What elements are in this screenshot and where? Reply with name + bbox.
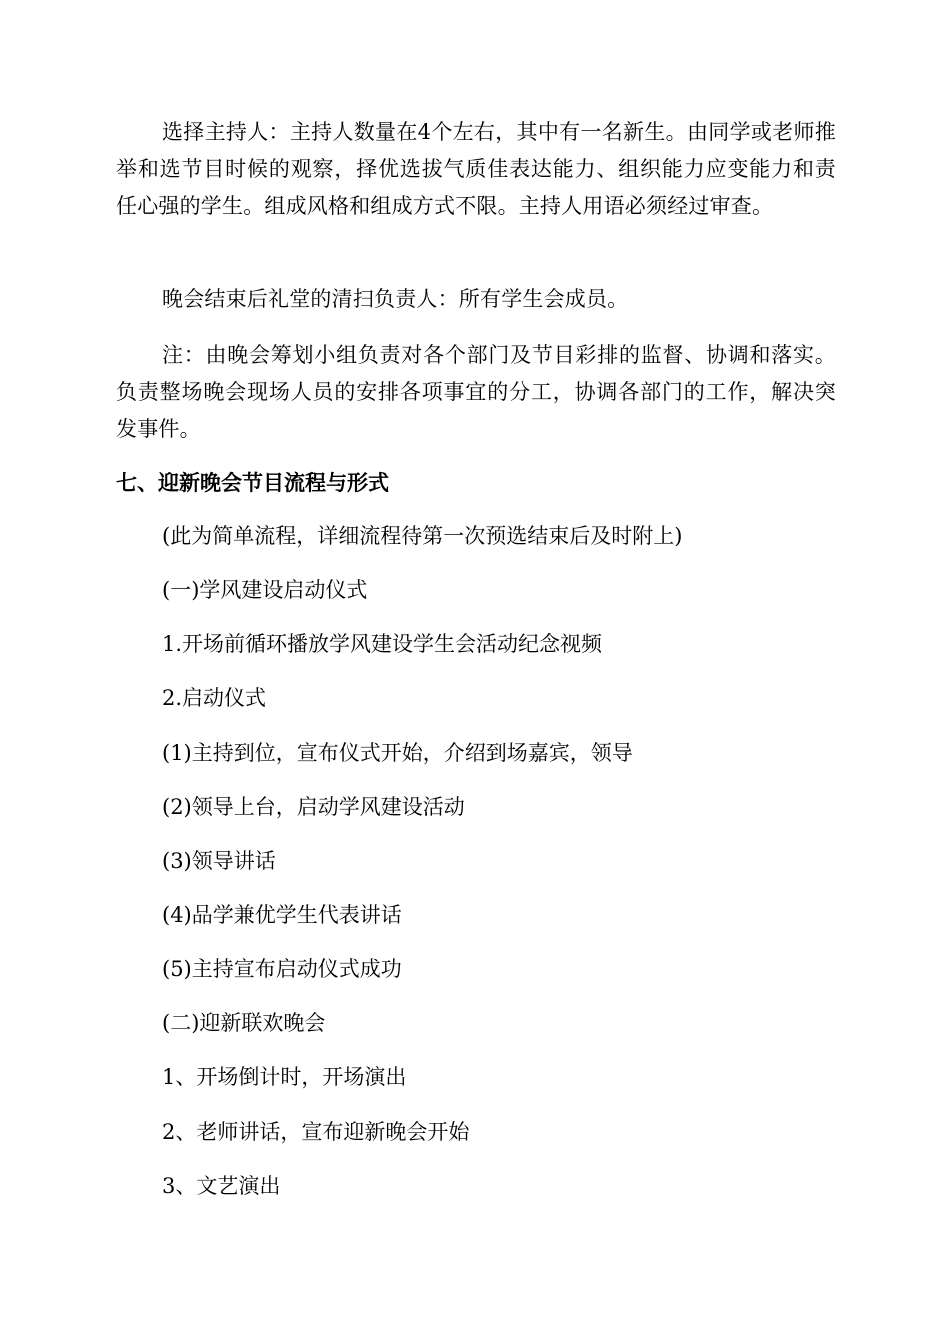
paragraph-host-selection: 选择主持人：主持人数量在4个左右，其中有一名新生。由同学或老师推举和选节目时候的观察，择优选拔气质佳表达能力、组织能力应变能力和责任心强的学生。组成风格和组成方式不限。主持人用语必须经过审查。 (116, 120, 836, 218)
flow-item: (4)品学兼优学生代表讲话 (162, 903, 402, 927)
flow-note: (此为简单流程，详细流程待第一次预选结束后及时附上) (162, 524, 683, 548)
flow-item: 3、文艺演出 (162, 1174, 281, 1198)
paragraph-cleanup: 晚会结束后礼堂的清扫负责人：所有学生会成员。 (162, 287, 629, 311)
flow-item: (二)迎新联欢晚会 (162, 1011, 326, 1035)
flow-item: (2)领导上台，启动学风建设活动 (162, 795, 465, 819)
flow-item: (3)领导讲话 (162, 849, 276, 873)
section-heading: 七、迎新晚会节目流程与形式 (116, 470, 389, 495)
flow-item: 1、开场倒计时，开场演出 (162, 1065, 407, 1089)
flow-item: 1.开场前循环播放学风建设学生会活动纪念视频 (162, 632, 603, 656)
flow-item: 2.启动仪式 (162, 686, 267, 710)
flow-item: (5)主持宣布启动仪式成功 (162, 957, 402, 981)
flow-item: (1)主持到位，宣布仪式开始，介绍到场嘉宾，领导 (162, 741, 633, 765)
paragraph-note: 注：由晚会筹划小组负责对各个部门及节目彩排的监督、协调和落实。负责整场晚会现场人员的安排各项事宜的分工，协调各部门的工作，解决突发事件。 (116, 343, 836, 441)
flow-item: (一)学风建设启动仪式 (162, 578, 368, 602)
flow-item: 2、老师讲话，宣布迎新晚会开始 (162, 1120, 470, 1144)
